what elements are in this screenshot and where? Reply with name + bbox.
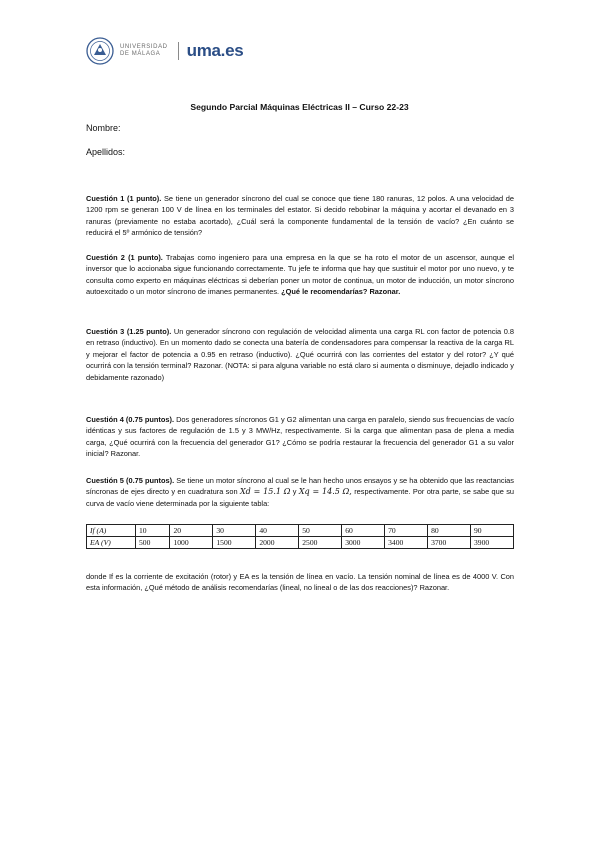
- university-line-1: UNIVERSIDAD: [120, 44, 168, 50]
- table-cell: 90: [471, 525, 514, 537]
- row-label-if: If (A): [87, 525, 136, 537]
- question-5-heading: Cuestión 5 (0.75 puntos).: [86, 476, 175, 485]
- exam-title: Segundo Parcial Máquinas Eléctricas II – Curso 22-23: [190, 102, 409, 112]
- after-table-text: donde If es la corriente de excitación (rotor) y EA es la tensión de línea en vacío. La tensión nominal de línea es de 4000 V. Con esta información, ¿Qué método de análisis recomendarías (lineal, no lineal o de las dos reacciones)? Razonar.: [86, 572, 514, 593]
- uma-brand-logo: uma.es: [186, 41, 244, 60]
- nombre-label: Nombre:: [86, 123, 121, 133]
- question-3-heading: Cuestión 3 (1.25 punto).: [86, 327, 172, 336]
- table-cell: 50: [299, 525, 342, 537]
- question-4-heading: Cuestión 4 (0.75 puntos).: [86, 415, 174, 424]
- table-row: [87, 537, 514, 549]
- table-cell: 70: [385, 525, 428, 537]
- university-seal-icon: [86, 37, 114, 65]
- table-cell: 60: [342, 525, 385, 537]
- apellidos-label: Apellidos:: [86, 147, 126, 157]
- question-1-text: Se tiene un generador síncrono del cual se conoce que tiene 180 ranuras, 12 polos. A una velocidad de 1200 rpm se generan 100 V de línea en los terminales del estator. Si decido rebobinar la máquina y acortar el devanado en 3 ranuras (previamente no estaba acortado), ¿Cuál será la componente fundamental de la tensión de vacío? ¿En cuánto se reducirá el 5º armónico de tensión?: [86, 194, 514, 238]
- university-name: [120, 44, 168, 58]
- table-cell: 500: [136, 537, 170, 549]
- question-2: [86, 252, 514, 298]
- table-cell: 40: [256, 525, 299, 537]
- university-line-2: DE MÁLAGA: [120, 51, 161, 57]
- question-3-text: Un generador síncrono con regulación de velocidad alimenta una carga RL con factor de potencia 0.8 en retraso (inductivo). En un momento dado se conecta una batería de condensadores para compensar la reactiva de la carga RL y mejorar el factor de potencia a 0.95 en retraso (inductivo). ¿Qué ocurrirá con las corrientes del estator y del rotor? ¿Y qué ocurrirá con la tensión terminal? Razonar. (NOTA: si para alguna variable no está claro si aumenta o disminuye, dejadlo indicado y debidamente razonado): [86, 327, 514, 382]
- table-cell: 3000: [342, 537, 385, 549]
- row-label-ea: EA (V): [87, 537, 136, 549]
- table-cell: 3700: [428, 537, 471, 549]
- question-2-text: Trabajas como ingeniero para una empresa en la que se ha roto el motor de un ascensor, aunque el inversor que lo accionaba sigue funcionando correctamente. Tu jefe te informa que hay que sustituir el motor por uno nuevo, y te consulta como experto en máquinas eléctricas si deberían poner un motor de continua, un motor de inducción, un motor síncrono autoexcitado o un motor síncrono de imanes permanentes.: [86, 253, 514, 297]
- table-cell: 2000: [256, 537, 299, 549]
- table-cell: 20: [170, 525, 213, 537]
- question-1-heading: Cuestión 1 (1 punto).: [86, 194, 162, 203]
- header-logos: [86, 36, 243, 66]
- question-1: [86, 193, 514, 239]
- question-3: [86, 326, 514, 383]
- question-2-tail: ¿Qué le recomendarías? Razonar.: [281, 287, 401, 297]
- table-cell: 30: [213, 525, 256, 537]
- table-cell: 3900: [471, 537, 514, 549]
- table-cell: 3400: [385, 537, 428, 549]
- question-4-text: Dos generadores síncronos G1 y G2 alimentan una carga en paralelo, siendo sus frecuencias de vacío idénticas y sus factores de regulación de 1.5 y 3 MW/Hz, respectivamente. Si la carga que alimentan pasa de plena a media carga, ¿Qué ocurrirá con la frecuencia del generador G1? ¿Cómo se podría restaurar la frecuencia del generador G1 a su valor inicial? Razonar.: [86, 415, 514, 459]
- table-row: [87, 525, 514, 537]
- question-4: [86, 414, 514, 460]
- reactance-xd: Xd = 15.1 Ω: [239, 487, 291, 497]
- table-cell: 10: [136, 525, 170, 537]
- table-cell: 80: [428, 525, 471, 537]
- vacio-curve-table: [86, 524, 514, 549]
- table-cell: 1000: [170, 537, 213, 549]
- table-cell: 1500: [213, 537, 256, 549]
- question-5-text-a: Se tiene un motor síncrono al cual se le han hecho unos ensayos y se ha obtenido que las reactancias síncronas de ejes directo y en cuadratura son: [86, 476, 514, 497]
- question-5-text-b: respectivamente. Por otra parte, se sabe que su curva de vacío viene determinada por la siguiente tabla:: [86, 487, 515, 508]
- reactance-xq: Xq = 14.5 Ω,: [298, 487, 352, 497]
- question-5: [86, 475, 514, 509]
- logo-divider: [178, 42, 179, 60]
- question-2-heading: Cuestión 2 (1 punto).: [86, 253, 163, 262]
- question-5-joiner: y: [292, 487, 297, 497]
- table-cell: 2500: [299, 537, 342, 549]
